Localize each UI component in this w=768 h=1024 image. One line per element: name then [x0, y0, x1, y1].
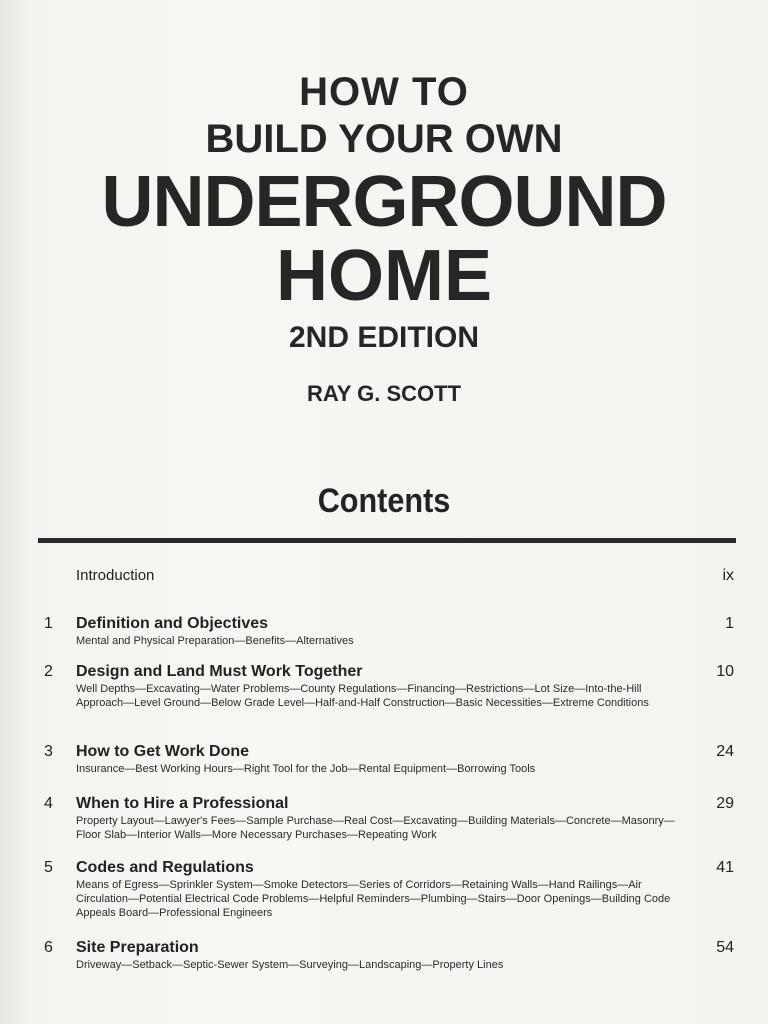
toc-entry-description: Means of Egress—Sprinkler System—Smoke Detectors—Series of Corridors—Retaining Walls—Hand Railings—Air Circulation—Potential Electrical Code Problems—Helpful Reminders—Plumbing—Stairs—Door Openings—Building Code Appeals Board—Professional Engineers: [76, 879, 671, 919]
toc-entry-chapter-5[interactable]: [0, 858, 768, 938]
toc-entry-title: Definition and Objectives: [76, 615, 269, 632]
toc-entry-title: Introduction: [76, 567, 155, 584]
toc-entry-title: Site Preparation: [76, 939, 199, 956]
book-author: RAY G. SCOTT: [306, 381, 462, 406]
toc-entry-title: How to Get Work Done: [76, 743, 250, 760]
toc-entry-introduction[interactable]: [0, 566, 768, 614]
toc-entry-number: 2: [44, 663, 53, 680]
toc-entry-number: 1: [44, 615, 53, 632]
book-edition: 2ND EDITION: [288, 321, 480, 354]
toc-entry-page: 10: [716, 663, 734, 680]
contents-heading: Contents: [317, 482, 451, 520]
toc-entry-description: Insurance—Best Working Hours—Right Tool for the Job—Rental Equipment—Borrowing Tools: [76, 763, 536, 775]
table-of-contents: [0, 566, 768, 978]
toc-entry-chapter-3[interactable]: [0, 742, 768, 794]
toc-entry-description: Driveway—Setback—Septic-Sewer System—Surveying—Landscaping—Property Lines: [76, 959, 504, 971]
toc-entry-page: 24: [716, 743, 734, 760]
toc-entry-number: 4: [44, 795, 53, 812]
toc-entry-title: Design and Land Must Work Together: [76, 663, 363, 680]
toc-entry-description: Well Depths—Excavating—Water Problems—County Regulations—Financing—Restrictions—Lot Size—Into-the-Hill Approach—Level Ground—Below Grade Level—Half-and-Half Construction—Basic Necessities—Extreme Conditions: [76, 683, 649, 709]
toc-entry-description: Property Layout—Lawyer's Fees—Sample Purchase—Real Cost—Excavating—Building Materials—Concrete—Masonry—Floor Slab—Interior Walls—More Necessary Purchases—Repeating Work: [76, 815, 675, 841]
toc-entry-page: ix: [722, 567, 734, 584]
contents-divider: [38, 538, 736, 543]
toc-entry-title: Codes and Regulations: [76, 859, 254, 876]
toc-entry-chapter-2[interactable]: [0, 662, 768, 742]
book-title-line-3: UNDERGROUND: [101, 162, 667, 242]
book-title-line-1: HOW TO: [299, 70, 469, 114]
toc-entry-chapter-6[interactable]: [0, 938, 768, 978]
toc-entry-number: 5: [44, 859, 53, 876]
toc-entry-page: 29: [716, 795, 734, 812]
book-title-line-4: HOME: [276, 236, 492, 316]
toc-entry-number: 6: [44, 939, 53, 956]
toc-entry-title: When to Hire a Professional: [76, 795, 289, 812]
title-block: [0, 70, 768, 408]
toc-entry-number: 3: [44, 743, 53, 760]
toc-entry-description: Mental and Physical Preparation—Benefits—Alternatives: [76, 635, 354, 647]
toc-entry-chapter-1[interactable]: [0, 614, 768, 662]
book-title-line-2: BUILD YOUR OWN: [205, 117, 563, 161]
toc-entry-page: 1: [725, 615, 734, 632]
toc-entry-page: 41: [716, 859, 734, 876]
toc-entry-page: 54: [716, 939, 734, 956]
toc-entry-chapter-4[interactable]: [0, 794, 768, 858]
